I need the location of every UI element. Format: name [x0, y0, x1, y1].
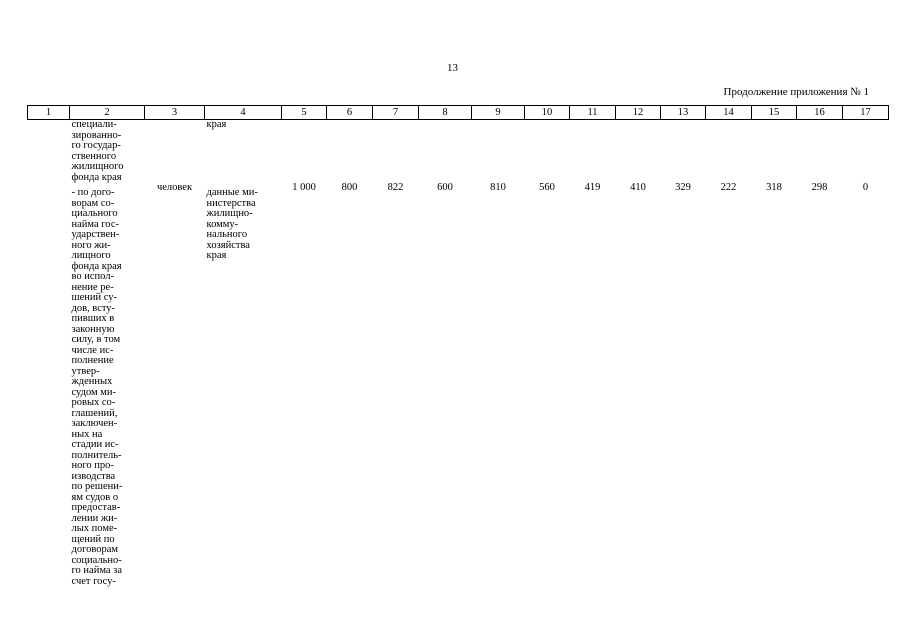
column-header: 13 [661, 106, 706, 120]
column-header: 8 [419, 106, 472, 120]
column-header: 3 [145, 106, 205, 120]
value-cell: 800 [341, 183, 358, 193]
column-header: 14 [706, 106, 752, 120]
column-header: 1 [28, 106, 70, 120]
value-cell: 810 [490, 183, 506, 193]
column-header: 12 [616, 106, 661, 120]
column-header: 7 [373, 106, 419, 120]
column-header: 17 [843, 106, 889, 120]
column-header: 5 [282, 106, 327, 120]
appendix-label: Продолжение приложения № 1 [723, 86, 869, 98]
source-text: края [206, 119, 227, 130]
value-cell: 222 [720, 183, 737, 193]
value-cell: 298 [811, 183, 828, 193]
value-cell: 318 [766, 183, 782, 193]
column-header: 15 [752, 106, 797, 120]
table-row [28, 120, 889, 184]
value-cell: 560 [539, 183, 555, 193]
value-cell: 410 [630, 183, 646, 193]
indicator-text: - по дого- ворам со- циального найма гос- ударствен- ного жи- лищного фонда края во испол- нение ре- шений су- дов, всту- пивших в законную силу, в том числе ис- полнение утвер- жденных судом ми- ровых со- глашений, заключен- ных на стадии ис- полнитель- ного про- изводства по решени- ям судов о предостав- лении жи- лых поме- щений по договорам социально- го найма за счет госу- [71, 187, 123, 587]
column-header: 4 [205, 106, 282, 120]
value-cell: 1 000 [292, 183, 316, 193]
column-header: 2 [70, 106, 145, 120]
page-number: 13 [447, 62, 458, 74]
appendix-table [27, 105, 889, 587]
column-number-row [28, 106, 889, 120]
value-cell: 600 [437, 183, 453, 193]
column-header: 11 [570, 106, 616, 120]
column-header: 9 [472, 106, 525, 120]
unit-cell: человек [156, 183, 193, 193]
column-header: 6 [327, 106, 373, 120]
value-cell: 329 [675, 183, 691, 193]
column-header: 16 [797, 106, 843, 120]
indicator-text: специали- зированно- го государ- ственного жилищного фонда края [71, 119, 124, 183]
value-cell: 822 [387, 183, 404, 193]
value-cell: 419 [584, 183, 601, 193]
source-text: данные ми- нистерства жилищно- комму- нального хозяйства края [206, 187, 258, 261]
table-row [28, 183, 889, 587]
value-cell: 0 [862, 183, 869, 193]
column-header: 10 [525, 106, 570, 120]
